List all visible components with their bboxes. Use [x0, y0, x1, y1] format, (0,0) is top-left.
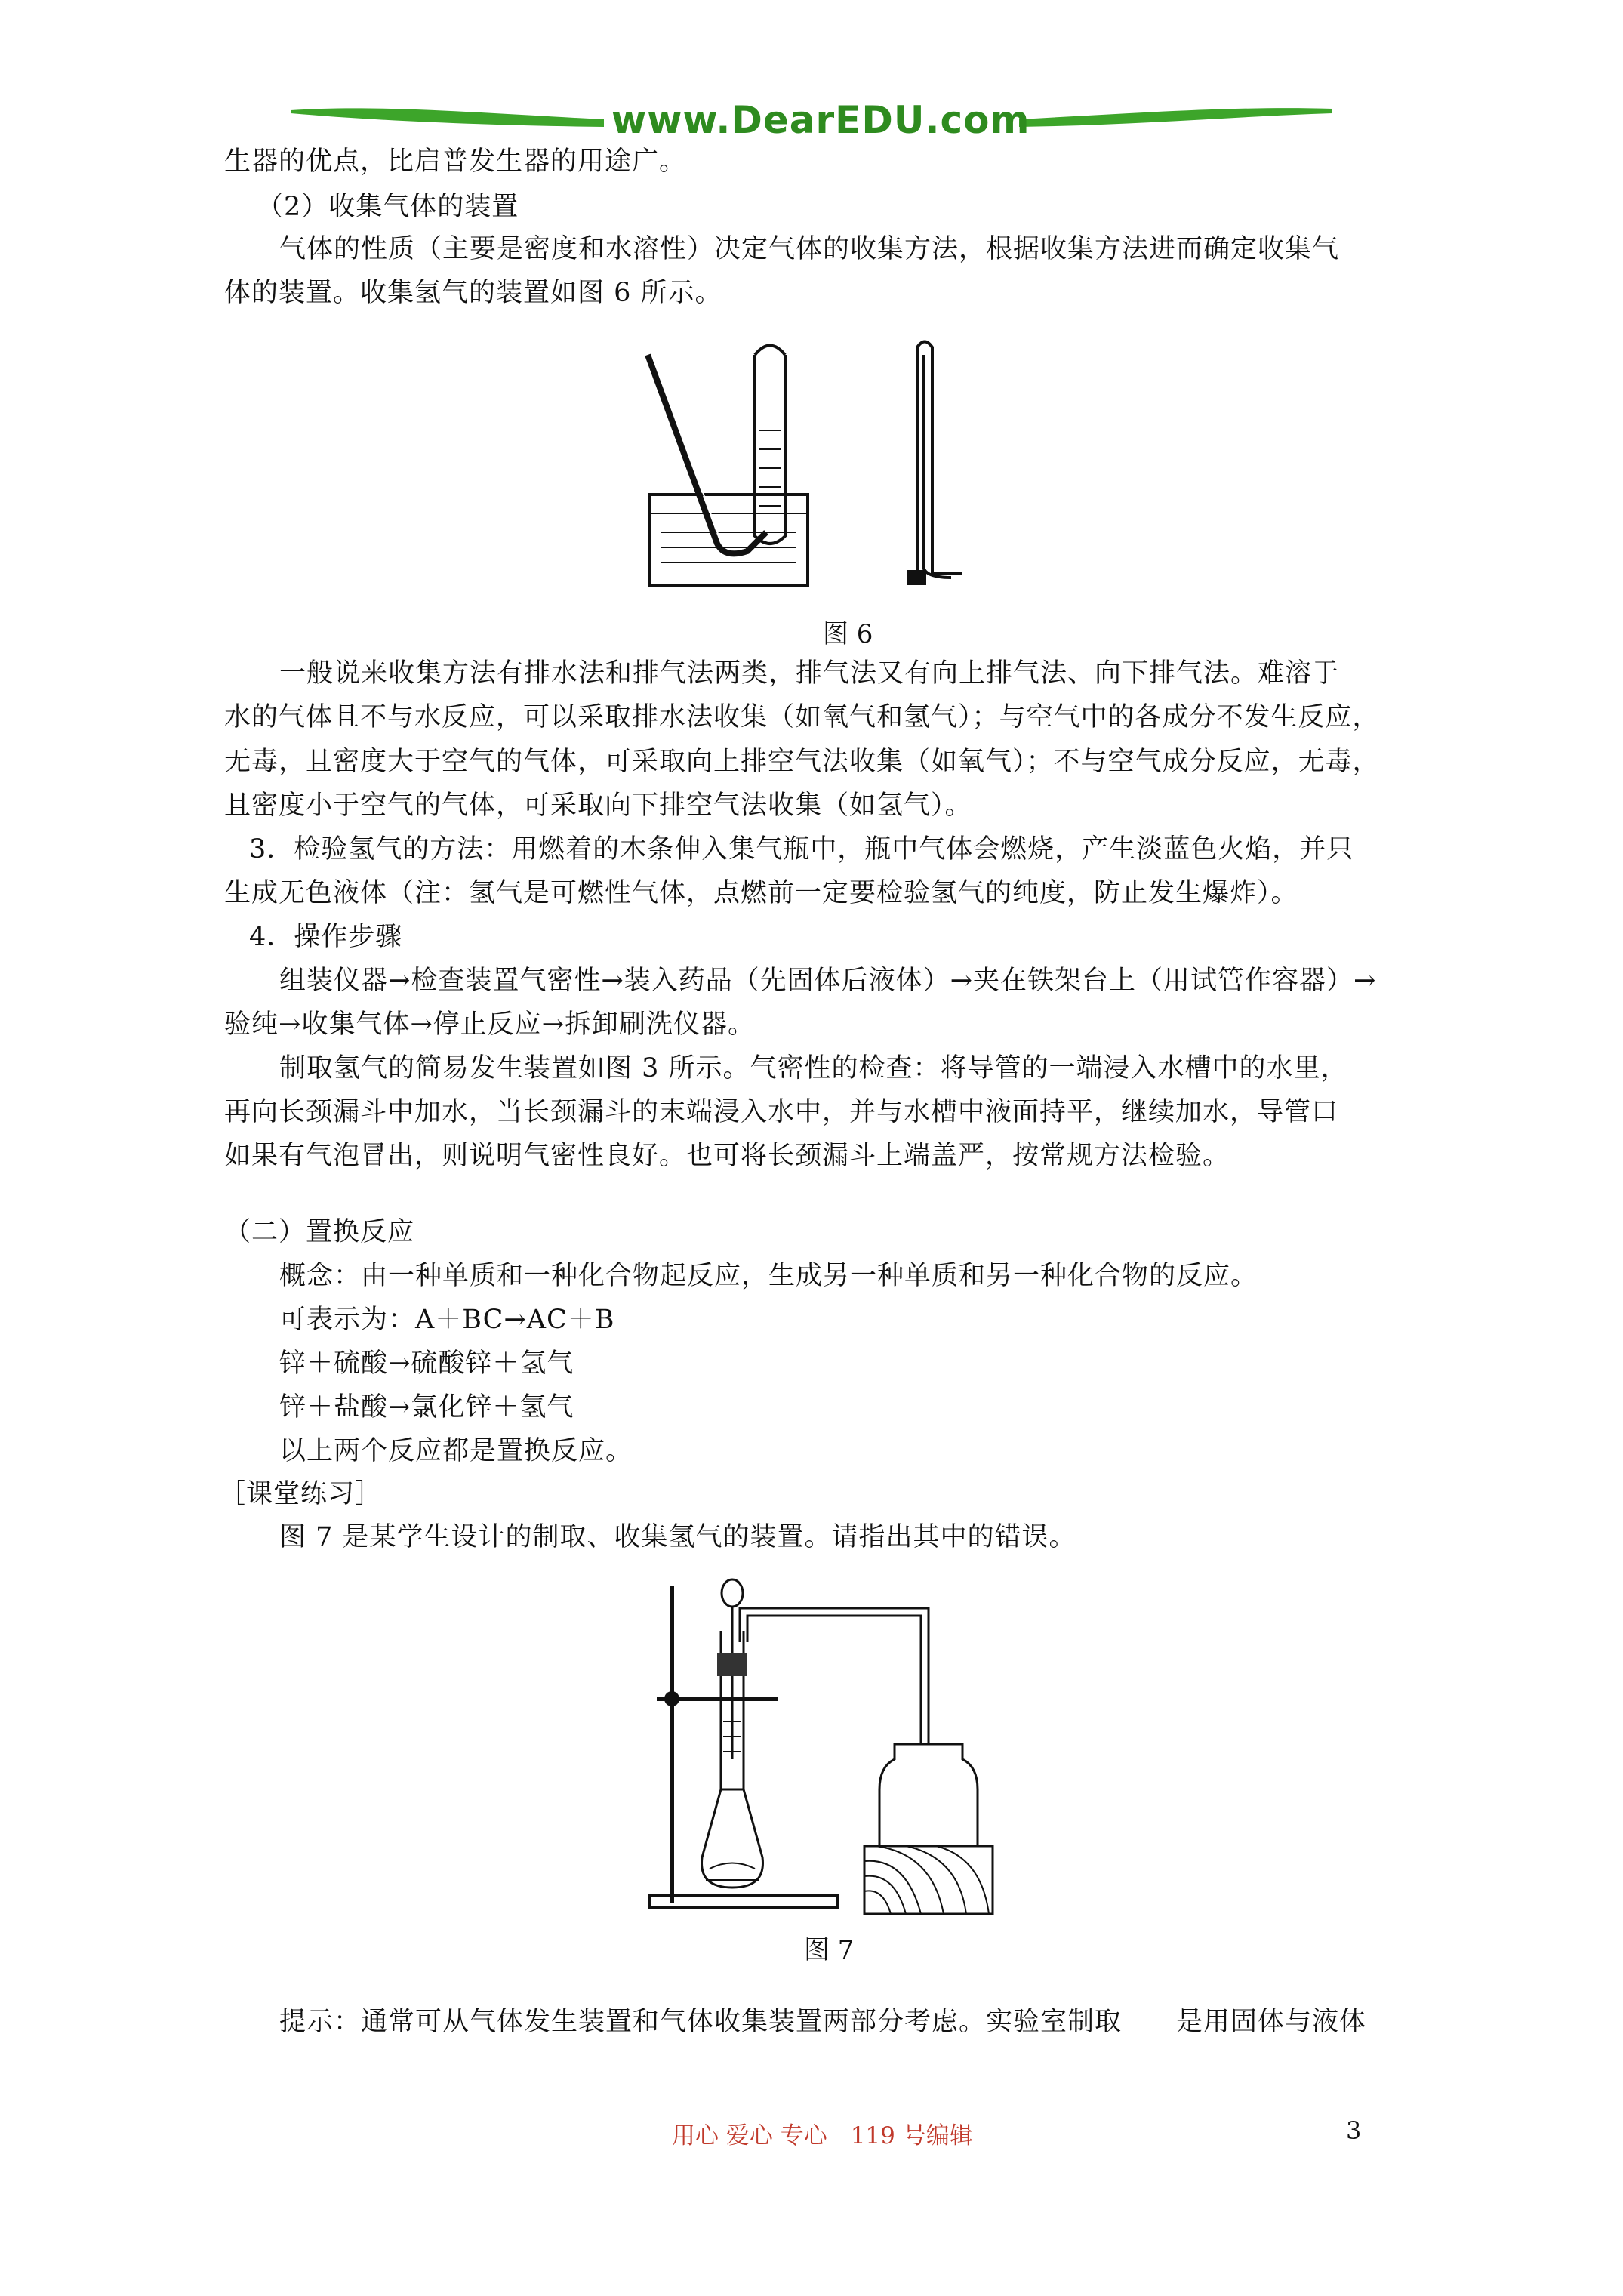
page-number: 3	[1346, 2116, 1362, 2145]
text-line: 提示：通常可从气体发生装置和气体收集装置两部分考虑。实验室制取 是用固体与液体	[279, 2007, 1367, 2037]
text-line: 组装仪器→检查装置气密性→装入药品（先固体后液体）→夹在铁架台上（用试管作容器）→	[279, 966, 1377, 996]
text-line: 一般说来收集方法有排水法和排气法两类，排气法又有向上排气法、向下排气法。难溶于	[279, 658, 1340, 689]
text-line: 再向长颈漏斗中加水，当长颈漏斗的末端浸入水中，并与水槽中液面持平，继续加水，导管口	[224, 1097, 1339, 1127]
figure-7-caption: 图 7	[804, 1935, 855, 1965]
text-line: 锌＋硫酸→硫酸锌＋氢气	[279, 1348, 574, 1379]
text-line: 4．操作步骤	[249, 922, 403, 952]
text-line: （二）置换反应	[224, 1217, 415, 1247]
figure-6-caption: 图 6	[823, 619, 873, 649]
text-line: 气体的性质（主要是密度和水溶性）决定气体的收集方法，根据收集方法进而确定收集气	[279, 234, 1340, 264]
text-line: ［课堂练习］	[219, 1479, 383, 1509]
text-line: 无毒，且密度大于空气的气体，可采取向上排空气法收集（如氧气）；不与空气成分反应，无毒，	[224, 747, 1380, 777]
text-line: 制取氢气的简易发生装置如图 3 所示。气密性的检查：将导管的一端浸入水槽中的水里，	[279, 1053, 1348, 1083]
text-line: 生器的优点，比启普发生器的用途广。	[224, 146, 687, 177]
text-line: 验纯→收集气体→停止反应→拆卸刷洗仪器。	[224, 1009, 755, 1040]
footer-text: 用心 爱心 专心 119 号编辑	[672, 2122, 973, 2150]
figure-6-diagram	[634, 325, 1012, 596]
figure-7-diagram	[634, 1570, 1027, 1918]
text-line: 水的气体且不与水反应，可以采取排水法收集（如氧气和氢气）；与空气中的各成分不发生反应，	[224, 702, 1380, 732]
text-line: 锌＋盐酸→氯化锌＋氢气	[279, 1392, 574, 1422]
text-line: （2）收集气体的装置	[257, 192, 519, 222]
text-line: 生成无色液体（注：氢气是可燃性气体，点燃前一定要检验氢气的纯度，防止发生爆炸）。	[224, 878, 1298, 908]
text-line: 如果有气泡冒出，则说明气密性良好。也可将长颈漏斗上端盖严，按常规方法检验。	[224, 1141, 1230, 1171]
brand-logo-text: www.DearEDU.com	[611, 98, 1030, 142]
text-line: 以上两个反应都是置换反应。	[279, 1436, 633, 1466]
text-line: 图 7 是某学生设计的制取、收集氢气的装置。请指出其中的错误。	[279, 1522, 1076, 1552]
text-line: 3．检验氢气的方法：用燃着的木条伸入集气瓶中，瓶中气体会燃烧，产生淡蓝色火焰，并只	[249, 834, 1354, 864]
text-line: 体的装置。收集氢气的装置如图 6 所示。	[224, 278, 722, 308]
text-line: 可表示为：A＋BC→AC＋B	[279, 1305, 615, 1335]
text-line: 概念：由一种单质和一种化合物起反应，生成另一种单质和另一种化合物的反应。	[279, 1261, 1258, 1291]
text-line: 且密度小于空气的气体，可采取向下排空气法收集（如氢气）。	[224, 791, 972, 821]
